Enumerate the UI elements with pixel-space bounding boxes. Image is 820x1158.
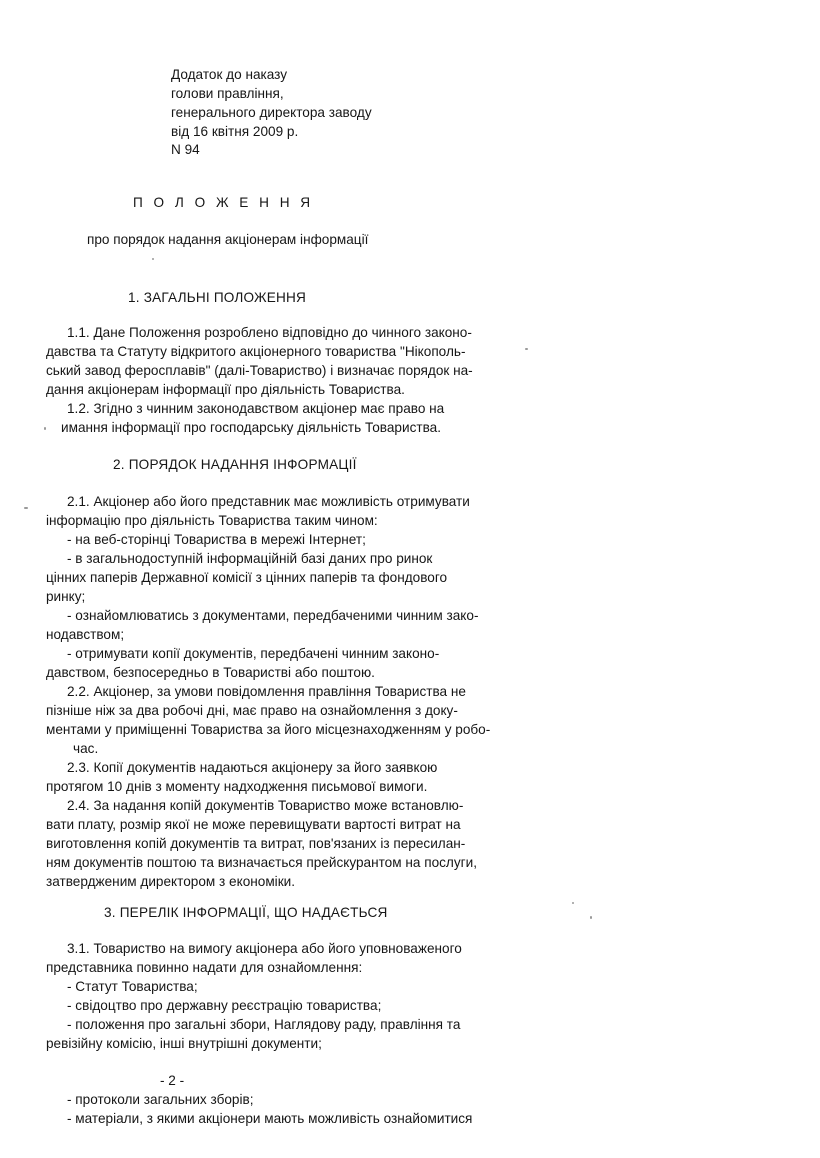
document-subtitle: про порядок надання акціонерам інформації [87,232,369,247]
paragraph-line: давством, безпосередньо в Товаристві або поштою. [46,665,375,680]
paragraph-line: 1.1. Дане Положення розроблено відповідно до чинного законо- [67,325,472,340]
paragraph-line: дання акціонерам інформації про діяльність Товариства. [46,382,405,397]
scan-speck [44,427,46,430]
paragraph-line: ментами у приміщенні Товариства за його місцезнаходженням у робо- [46,722,491,737]
paragraph-line: 2.4. За надання копій документів Товариство може встановлю- [67,798,464,813]
paragraph-line: 3.1. Товариство на вимогу акціонера або його уповноваженого [67,941,462,956]
paragraph-line: затвердженим директором з економіки. [46,874,296,889]
paragraph-line: давства та Статуту відкритого акціонерного товариства "Нікополь- [46,344,466,359]
header-line: Додаток до наказу [171,67,288,82]
paragraph-line: 2.3. Копії документів надаються акціонеру за його заявкою [67,760,438,775]
section-heading: 1. ЗАГАЛЬНІ ПОЛОЖЕННЯ [128,290,307,305]
scan-speck [24,507,28,509]
header-line: від 16 квітня 2009 р. [171,124,299,139]
list-item: - Статут Товариства; [67,979,198,994]
list-item: - протоколи загальних зборів; [67,1092,254,1107]
paragraph-line: имання інформації про господарську діяльність Товариства. [61,420,442,435]
section-heading: 2. ПОРЯДОК НАДАННЯ ІНФОРМАЦІЇ [113,457,357,472]
list-item: - свідоцтво про державну реєстрацію товариства; [67,998,382,1013]
paragraph-line: ський завод феросплавів" (далі-Товариство) і визначає порядок на- [46,363,473,378]
paragraph-line: час. [73,741,99,756]
scan-speck [152,258,154,260]
list-item: - положення про загальні збори, Наглядову раду, правління та [67,1017,461,1032]
paragraph-line: вати плату, розмір якої не може перевищувати вартості витрат на [46,817,461,832]
scan-speck [590,916,592,919]
list-item: - отримувати копії документів, передбачені чинним законо- [67,646,440,661]
paragraph-line: ревізійну комісію, інші внутрішні документи; [46,1036,322,1051]
document-title: П О Л О Ж Е Н Н Я [133,195,314,210]
section-heading: 3. ПЕРЕЛІК ІНФОРМАЦІЇ, ЩО НАДАЄТЬСЯ [104,905,388,920]
paragraph-line: 2.2. Акціонер, за умови повідомлення правління Товариства не [67,684,466,699]
header-line: N 94 [171,142,200,157]
paragraph-line: 2.1. Акціонер або його представник має можливість отримувати [67,494,470,509]
list-item: - на веб-сторінці Товариства в мережі Інтернет; [67,532,366,547]
list-item: - в загальнодоступній інформаційній базі даних про ринок [67,551,433,566]
paragraph-line: ням документів поштою та визначається прейскурантом на послуги, [46,855,477,870]
page-number: - 2 - [160,1073,185,1088]
list-item: - ознайомлюватись з документами, передбаченими чинним зако- [67,608,479,623]
header-line: генерального директора заводу [171,105,372,120]
paragraph-line: 1.2. Згідно з чинним законодавством акціонер має право на [67,401,445,416]
header-line: голови правління, [171,86,284,101]
paragraph-line: протягом 10 днів з моменту надходження письмової вимоги. [46,779,428,794]
scan-speck [525,348,528,350]
paragraph-line: ринку; [46,589,86,604]
paragraph-line: пізніше ніж за два робочі дні, має право на ознайомлення з доку- [46,703,458,718]
paragraph-line: представника повинно надати для ознайомлення: [46,960,363,975]
list-item: - матеріали, з якими акціонери мають можливість ознайомитися [67,1111,473,1126]
paragraph-line: цінних паперів Державної комісії з цінних паперів та фондового [46,570,448,585]
paragraph-line: нодавством; [46,627,125,642]
scan-speck [572,902,574,904]
paragraph-line: виготовлення копій документів та витрат, пов'язаних із пересилан- [46,836,466,851]
paragraph-line: інформацію про діяльність Товариства таким чином: [46,513,378,528]
